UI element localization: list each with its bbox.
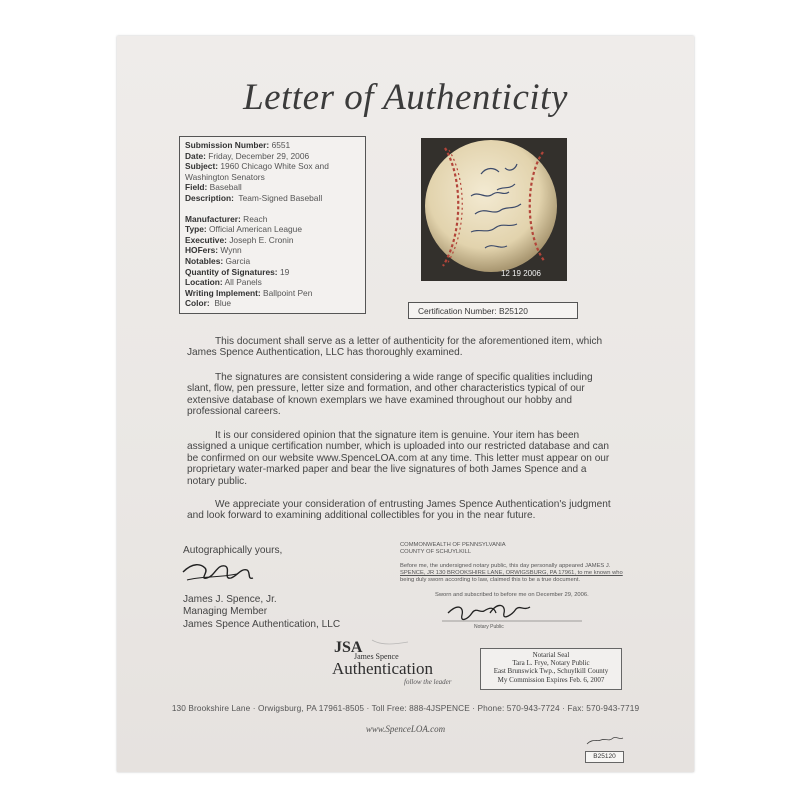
item-info-box [179, 136, 366, 314]
info-row: Location: All Panels [185, 277, 262, 288]
notary-county: COUNTY OF SCHUYLKILL [400, 549, 472, 555]
logo-tagline: follow the leader [404, 678, 452, 686]
footer-contact: 130 Brookshire Lane · Orwigsburg, PA 17961-8505 · Toll Free: 888-4JSPENCE · Phone: 570-943-7724 · Fax: 570-943-7719 [171, 703, 640, 713]
notary-signature [442, 599, 582, 625]
sticker-signature [585, 732, 625, 750]
paragraph-intro: This document shall serve as a letter of authenticity for the aforementioned item, which James Spence Authentication, LLC has thoroughly examined. [187, 336, 603, 359]
signer-title: Managing Member [183, 606, 268, 617]
footer-url: www.SpenceLOA.com [365, 724, 446, 734]
notary-text-2: SPENCE, JR 130 BROOKSHIRE LANE, ORWIGSBURG, PA 17961, to me known who [400, 570, 623, 576]
info-row: Manufacturer: Reach [185, 213, 268, 224]
notary-public-label: Notary Public [474, 624, 504, 630]
info-row: Field: Baseball [185, 182, 242, 193]
paragraph-opinion: It is our considered opinion that the signature item is genuine. Your item has been assigned a unique certification number, which is uploaded into our restricted database and can be confirmed on our website www.SpenceLOA.com at any time. This letter must appear on our proprietary water-marked paper and bear the live signatures of both James Spence and a notary public. [187, 430, 610, 487]
info-row: HOFers: Wynn [185, 245, 242, 256]
info-row: Submission Number: 6551 [185, 140, 291, 150]
closing-salutation: Autographically yours, [183, 545, 283, 556]
info-row: Writing Implement: Ballpoint Pen [185, 287, 313, 298]
info-row: Date: Friday, December 29, 2006 [185, 150, 310, 161]
notary-sworn: Sworn and subscribed to before me on December 29, 2006. [435, 592, 589, 598]
seal-line-3: East Brunswick Twp., Schuylkill County [493, 667, 609, 676]
paragraph-signatures: The signatures are consistent considering a wide range of specific qualities including slant, flow, pen pressure, letter size and formation, and other characteristics typical of our extensive database of known exemplars we have examined throughout our hobby and professional careers. [187, 372, 593, 418]
info-row: Washington Senators [185, 171, 265, 182]
notarial-seal [480, 648, 622, 690]
baseball-photo [421, 138, 567, 281]
letter-sheet [117, 36, 694, 772]
info-row: Color: Blue [185, 298, 232, 309]
letter-title: Letter of Authenticity [243, 77, 568, 118]
paragraph-appreciation: We appreciate your consideration of entrusting James Spence Authentication's judgment and look forward to examining additional collectibles for you in the near future. [187, 499, 611, 522]
notary-text-3: being duly sworn according to law, claimed this to be a true document. [400, 577, 581, 583]
info-row: Notables: Garcia [185, 255, 251, 266]
info-row: Quantity of Signatures: 19 [185, 266, 290, 277]
info-row: Subject: 1960 Chicago White Sox and [185, 161, 329, 172]
sticker-number: B25120 [585, 751, 624, 763]
hologram-sticker [585, 732, 625, 766]
notary-state: COMMONWEALTH OF PENNSYLVANIA [400, 542, 506, 548]
logo-line-1: James Spence [354, 652, 399, 661]
logo-line-2: Authentication [332, 659, 434, 678]
info-row: Description: Team-Signed Baseball [185, 192, 323, 203]
info-row: Type: Official American League [185, 224, 303, 235]
photo-date: 12 19 2006 [500, 269, 542, 278]
jsa-logo [332, 636, 472, 693]
certification-number: Certification Number: B25120 [408, 302, 578, 319]
seal-line-1: Notarial Seal [532, 651, 570, 659]
seal-line-4: My Commission Expires Feb. 6, 2007 [497, 675, 605, 684]
notary-text-1: Before me, the undersigned notary public, this day personally appeared JAMES J. [400, 563, 611, 569]
logo-jsa: JSA [334, 639, 363, 656]
signer-name: James J. Spence, Jr. [183, 593, 277, 605]
signer-company: James Spence Authentication, LLC [183, 618, 341, 630]
seal-line-2: Tara L. Frye, Notary Public [512, 659, 590, 668]
spence-signature [179, 550, 259, 590]
info-row: Executive: Joseph E. Cronin [185, 234, 294, 245]
